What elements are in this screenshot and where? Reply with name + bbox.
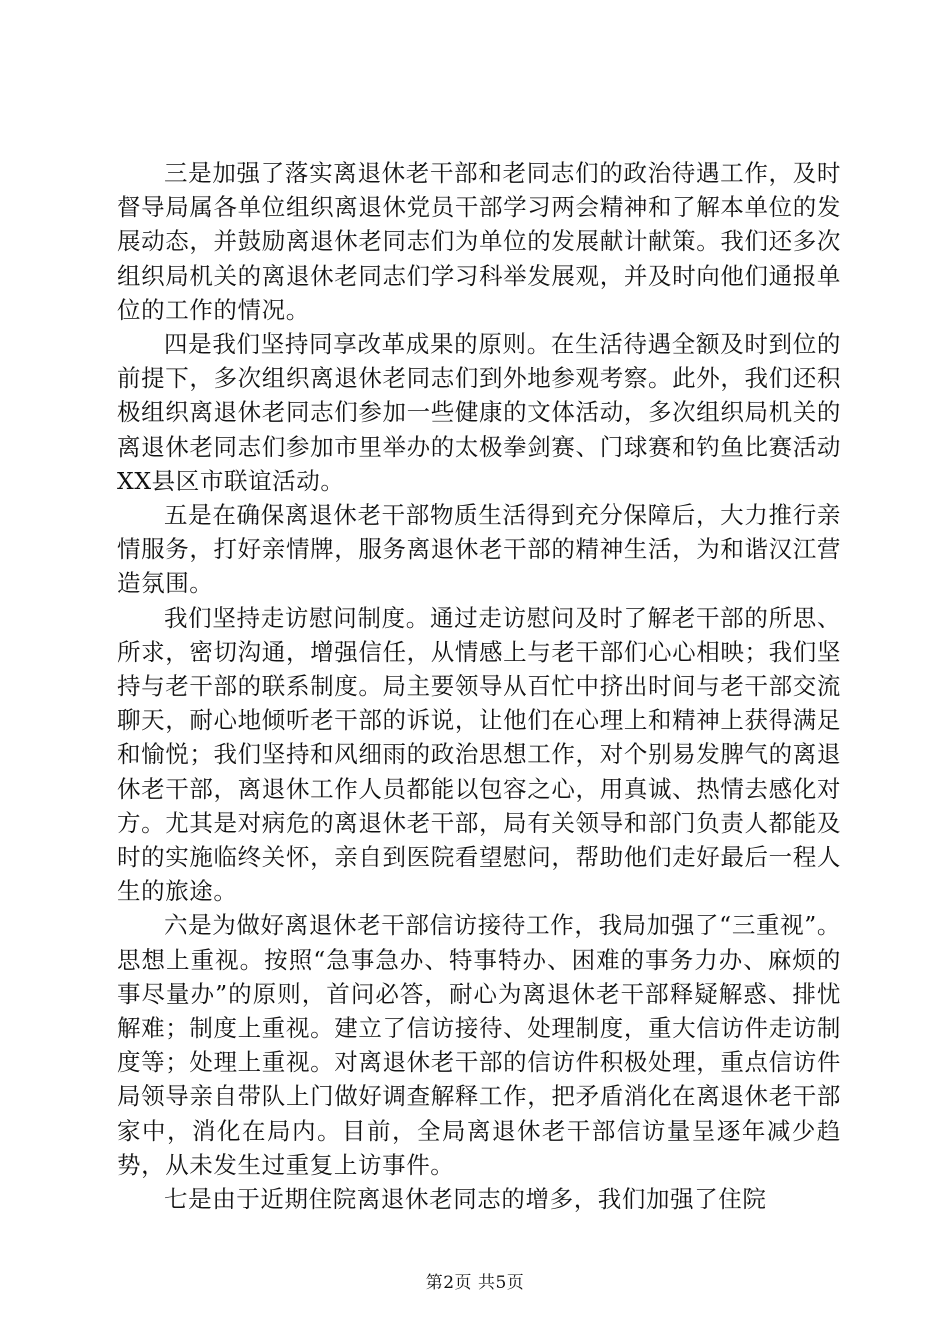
paragraph-4: 四是我们坚持同享改革成果的原则。在生活待遇全额及时到位的前提下，多次组织离退休老同志们到外地参观考察。此外，我们还积极组织离退休老同志们参加一些健康的文体活动，多次组织局机关的离退休老同志们参加市里举办的太极拳剑赛、门球赛和钓鱼比赛活动XX县区市联谊活动。 xyxy=(117,330,841,495)
paragraph-5: 五是在确保离退休老干部物质生活得到充分保障后，大力推行亲情服务，打好亲情牌，服务离退休老干部的精神生活，为和谐汉江营造氛围。 xyxy=(117,501,841,598)
paragraph-6: 六是为做好离退休老干部信访接待工作，我局加强了“三重视”。思想上重视。按照“急事急办、特事特办、困难的事务力办、麻烦的事尽量办”的原则，首问必答，耐心为离退休老干部释疑解惑、排忧解难；制度上重视。建立了信访接待、处理制度，重大信访件走访制度等；处理上重视。对离退休老干部的信访件积极处理，重点信访件局领导亲自带队上门做好调查解释工作，把矛盾消化在离退休老干部家中，消化在局内。目前，全局离退休老干部信访量呈逐年减少趋势，从未发生过重复上访事件。 xyxy=(117,911,841,1179)
page-footer: 第2页 共5页 xyxy=(425,1273,525,1293)
document-body xyxy=(117,156,841,1216)
paragraph-3: 三是加强了落实离退休老干部和老同志们的政治待遇工作，及时督导局属各单位组织离退休党员干部学习两会精神和了解本单位的发展动态，并鼓励离退休老同志们为单位的发展献计献策。我们还多次组织局机关的离退休老同志们学习科举发展观，并及时向他们通报单位的工作的情况。 xyxy=(117,159,841,324)
paragraph-7: 七是由于近期住院离退休老同志的增多，我们加强了住院 xyxy=(164,1185,767,1214)
paragraph-visits: 我们坚持走访慰问制度。通过走访慰问及时了解老干部的所思、所求，密切沟通，增强信任，从情感上与老干部们心心相映；我们坚持与老干部的联系制度。局主要领导从百忙中挤出时间与老干部交流聊天，耐心地倾听老干部的诉说，让他们在心理上和精神上获得满足和愉悦；我们坚持和风细雨的政治思想工作，对个别易发脾气的离退休老干部，离退休工作人员都能以包容之心，用真诚、热情去感化对方。尤其是对病危的离退休老干部，局有关领导和部门负责人都能及时的实施临终关怀，亲自到医院看望慰问，帮助他们走好最后一程人生的旅途。 xyxy=(117,603,841,906)
